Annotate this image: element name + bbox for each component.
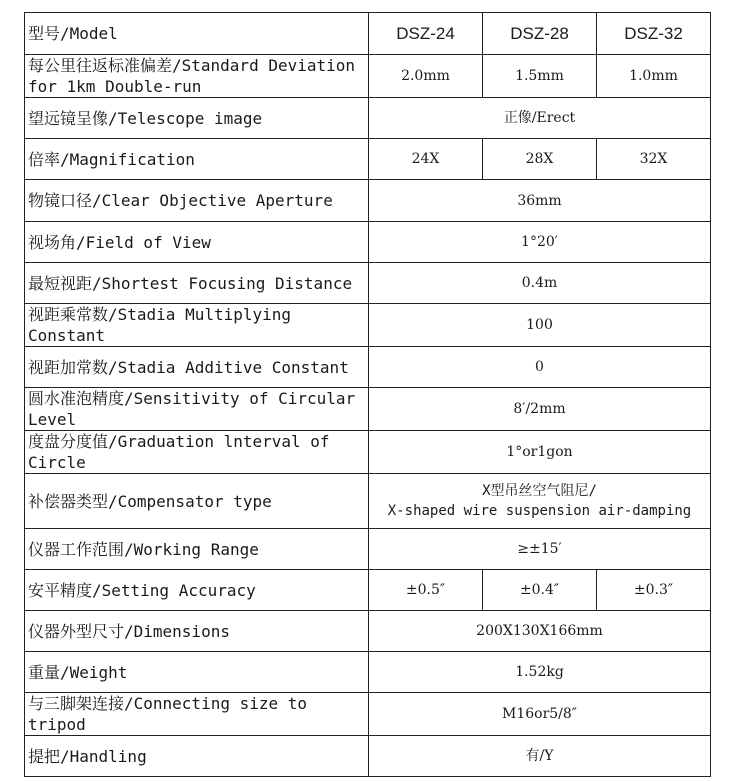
row-value: 200X130X166mm	[369, 611, 711, 652]
value-dsz-24: 24X	[369, 139, 483, 180]
row-compensator-type	[25, 474, 711, 529]
value-dsz-24: 2.0mm	[369, 55, 483, 98]
row-value: 100	[369, 304, 711, 347]
row-label: 倍率/Magnification	[25, 139, 369, 180]
compensator-line-cn: X型吊丝空气阻尼/	[482, 483, 597, 499]
row-circular-level	[25, 388, 711, 431]
row-value: 8′/2mm	[369, 388, 711, 431]
row-dimensions	[25, 611, 711, 652]
row-value: 36mm	[369, 180, 711, 222]
value-dsz-28: 1.5mm	[483, 55, 597, 98]
value-dsz-28: 28X	[483, 139, 597, 180]
row-label: 仪器工作范围/Working Range	[25, 529, 369, 570]
row-label: 补偿器类型/Compensator type	[25, 474, 369, 529]
row-setting-accuracy	[25, 570, 711, 611]
row-label: 最短视距/Shortest Focusing Distance	[25, 263, 369, 304]
value-dsz-32: 32X	[597, 139, 711, 180]
row-label: 仪器外型尺寸/Dimensions	[25, 611, 369, 652]
row-label: 度盘分度值/Graduation lnterval of Circle	[25, 431, 369, 474]
row-objective-aperture	[25, 180, 711, 222]
row-value: 1°or1gon	[369, 431, 711, 474]
model-dsz-32: DSZ-32	[597, 13, 711, 55]
value-dsz-28: ±0.4″	[483, 570, 597, 611]
row-label: 安平精度/Setting Accuracy	[25, 570, 369, 611]
row-label: 与三脚架连接/Connecting size to tripod	[25, 693, 369, 736]
row-graduation-interval	[25, 431, 711, 474]
spec-table	[24, 12, 711, 777]
model-label: 型号/Model	[25, 13, 369, 55]
row-value: 正像/Erect	[369, 98, 711, 139]
value-dsz-24: ±0.5″	[369, 570, 483, 611]
row-working-range	[25, 529, 711, 570]
row-label: 物镜口径/Clear Objective Aperture	[25, 180, 369, 222]
row-label: 视距加常数/Stadia Additive Constant	[25, 347, 369, 388]
row-field-of-view	[25, 222, 711, 263]
row-value: 1.52kg	[369, 652, 711, 693]
row-value: ≥±15′	[369, 529, 711, 570]
model-dsz-28: DSZ-28	[483, 13, 597, 55]
row-handling	[25, 736, 711, 777]
value-dsz-32: 1.0mm	[597, 55, 711, 98]
row-tripod-connection	[25, 693, 711, 736]
row-standard-deviation	[25, 55, 711, 98]
row-value: 1°20′	[369, 222, 711, 263]
row-stadia-additive	[25, 347, 711, 388]
row-label: 提把/Handling	[25, 736, 369, 777]
row-value: M16or5/8″	[369, 693, 711, 736]
row-label: 重量/Weight	[25, 652, 369, 693]
row-value: 0	[369, 347, 711, 388]
row-label: 圆水准泡精度/Sensitivity of Circular Level	[25, 388, 369, 431]
row-magnification	[25, 139, 711, 180]
row-value: 有/Y	[369, 736, 711, 777]
row-telescope-image	[25, 98, 711, 139]
row-value: 0.4m	[369, 263, 711, 304]
row-label: 视距乘常数/Stadia Multiplying Constant	[25, 304, 369, 347]
row-value	[369, 474, 711, 529]
compensator-line-en: X-shaped wire suspension air-damping	[387, 503, 692, 519]
model-dsz-24: DSZ-24	[369, 13, 483, 55]
row-focusing-distance	[25, 263, 711, 304]
row-label: 视场角/Field of View	[25, 222, 369, 263]
row-label: 望远镜呈像/Telescope image	[25, 98, 369, 139]
header-row	[25, 13, 711, 55]
value-dsz-32: ±0.3″	[597, 570, 711, 611]
row-label: 每公里往返标准偏差/Standard Deviation for 1km Double-run	[25, 55, 369, 98]
row-weight	[25, 652, 711, 693]
row-stadia-multiplying	[25, 304, 711, 347]
